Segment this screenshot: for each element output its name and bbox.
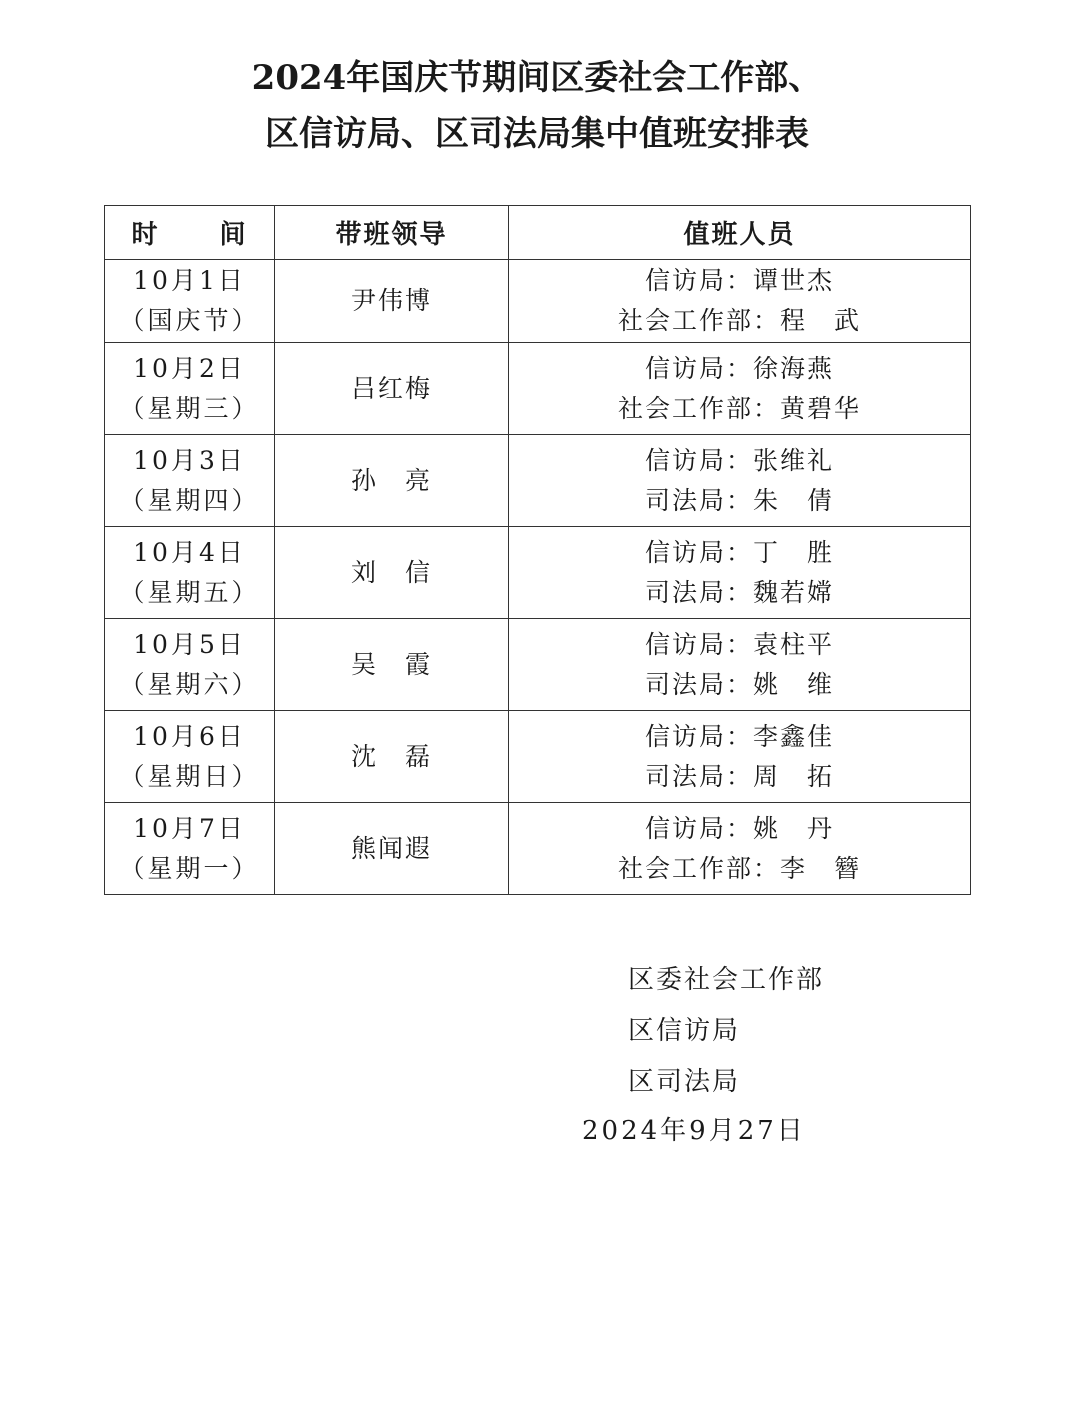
header-leader: 带班领导 (275, 206, 509, 260)
staff-line-1: 信访局：张维礼 (644, 445, 834, 475)
date-cell (105, 343, 275, 435)
staff-cell (509, 619, 971, 711)
signature-org-1: 区委社会工作部 (628, 965, 825, 995)
staff-line-1: 信访局：谭世杰 (644, 266, 834, 295)
signature-org-2: 区信访局 (628, 1016, 741, 1046)
header-time-char-2: 间 (219, 220, 248, 250)
date-cell (105, 260, 275, 343)
staff-line-1: 信访局：袁柱平 (644, 629, 834, 659)
staff-cell (509, 711, 971, 803)
day-text: （国庆节） (119, 306, 260, 335)
leader-cell: 熊闻遐 (275, 803, 509, 895)
signature-block (628, 955, 824, 1108)
staff-cell (509, 527, 971, 619)
table-body (105, 260, 971, 895)
leader-cell: 刘 信 (275, 527, 509, 619)
date-text: 10月6日 (133, 721, 246, 751)
leader-cell: 吕红梅 (275, 343, 509, 435)
table-row (105, 260, 971, 343)
table-row (105, 435, 971, 527)
leader-cell: 孙 亮 (275, 435, 509, 527)
staff-line-1: 信访局：姚 丹 (644, 813, 834, 843)
table-row (105, 803, 971, 895)
day-text: （星期日） (119, 761, 260, 791)
table-row (105, 527, 971, 619)
date-text: 10月2日 (133, 353, 246, 383)
staff-cell (509, 260, 971, 343)
staff-line-2: 司法局：魏若嫦 (644, 577, 834, 607)
date-text: 10月1日 (133, 266, 246, 295)
date-text: 10月4日 (133, 537, 246, 567)
day-text: （星期三） (119, 393, 260, 423)
table-row (105, 711, 971, 803)
staff-line-1: 信访局：徐海燕 (644, 353, 834, 383)
signature-date: 2024年9月27日 (582, 1116, 806, 1146)
staff-line-2: 司法局：姚 维 (644, 669, 834, 699)
leader-cell: 吴 霞 (275, 619, 509, 711)
staff-line-1: 信访局：李鑫佳 (644, 721, 834, 751)
staff-cell (509, 803, 971, 895)
date-cell (105, 527, 275, 619)
leader-cell: 沈 磊 (275, 711, 509, 803)
day-text: （星期四） (119, 485, 260, 515)
header-staff: 值班人员 (509, 206, 971, 260)
date-cell (105, 803, 275, 895)
date-text: 10月5日 (133, 629, 246, 659)
date-cell (105, 435, 275, 527)
day-text: （星期五） (119, 577, 260, 607)
staff-line-2: 司法局：周 拓 (644, 761, 834, 791)
staff-cell (509, 435, 971, 527)
document-title (0, 50, 1074, 162)
date-cell (105, 711, 275, 803)
header-time-char-1: 时 (131, 220, 160, 250)
day-text: （星期六） (119, 669, 260, 699)
leader-cell: 尹伟博 (275, 260, 509, 343)
staff-line-2: 社会工作部：李 簪 (617, 853, 861, 883)
day-text: （星期一） (119, 853, 260, 883)
date-text: 10月7日 (133, 813, 246, 843)
table-row (105, 619, 971, 711)
date-text: 10月3日 (133, 445, 246, 475)
title-line-1: 2024年国庆节期间区委社会工作部、 (251, 58, 823, 98)
duty-schedule-table (104, 205, 971, 895)
staff-cell (509, 343, 971, 435)
table-header-row (105, 206, 971, 260)
table-row (105, 343, 971, 435)
header-time (105, 206, 275, 260)
staff-line-2: 司法局：朱 倩 (644, 485, 834, 515)
title-line-2: 区信访局、区司法局集中值班安排表 (265, 114, 809, 154)
date-cell (105, 619, 275, 711)
staff-line-2: 社会工作部：黄碧华 (617, 393, 861, 423)
staff-line-1: 信访局：丁 胜 (644, 537, 834, 567)
signature-org-3: 区司法局 (628, 1067, 741, 1097)
staff-line-2: 社会工作部：程 武 (617, 306, 861, 335)
